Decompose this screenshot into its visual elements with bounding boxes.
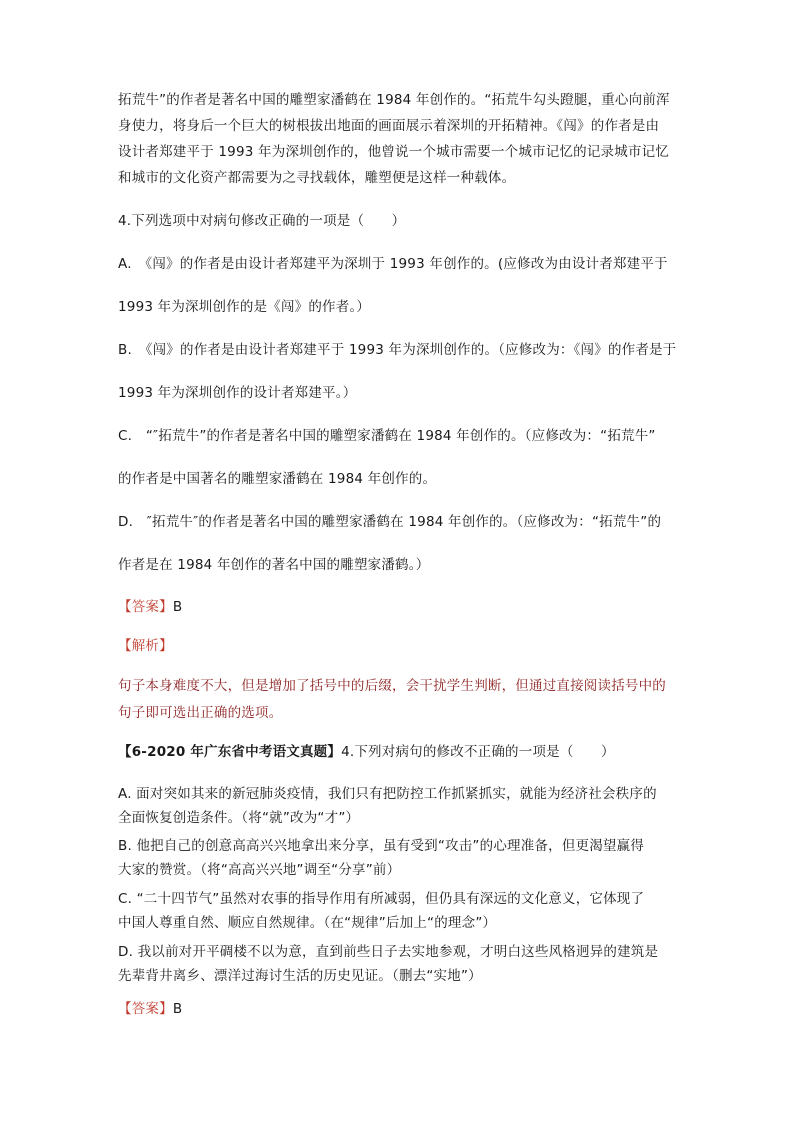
q4-option-c-line-2: 的作者是中国著名的雕塑家潘鹤在 1984 年创作的。 [118, 471, 437, 487]
analysis-label: 【解析】 [118, 638, 173, 654]
q4-stem: 4.下列选项中对病句修改正确的一项是（ ） [118, 213, 406, 229]
q6-option-d-line-2: 先辈背井离乡、漂洋过海讨生活的历史见证。（删去“实地”） [118, 968, 482, 984]
analysis-line-1: 句子本身难度不大，但是增加了括号中的后缀，会干扰学生判断，但通过直接阅读括号中的 [118, 678, 666, 694]
answer-label-2: 【答案】 [118, 1001, 173, 1017]
q6-option-c-line-1: C. “二十四节气”虽然对农事的指导作用有所减弱，但仍具有深远的文化意义，它体现了 [118, 891, 645, 907]
q4-option-d-line-2: 作者是在 1984 年创作的著名中国的雕塑家潘鹤。） [118, 557, 430, 573]
intro-line-3: 设计者郑建平于 1993 年为深圳创作的，他曾说一个城市需要一个城市记忆的记录城市记忆 [118, 144, 670, 160]
answer-value: B [172, 599, 183, 615]
q6-option-a-line-2: 全面恢复创造条件。（将“就”改为“才”） [118, 810, 360, 826]
analysis-line-2: 句子即可选出正确的选项。 [118, 705, 283, 721]
q4-option-b-line-2: 1993 年为深圳创作的设计者郑建平。） [118, 385, 357, 401]
q4-option-a-line-1: A. 《闯》的作者是由设计者郑建平为深圳于 1993 年创作的。(应修改为由设计者郑建平于 [118, 256, 668, 272]
intro-line-2: 身使力，将身后一个巨大的树根拔出地面的画面展示着深圳的开拓精神。《闯》的作者是由 [118, 118, 660, 134]
answer-label: 【答案】 [118, 599, 173, 615]
q6-heading [118, 740, 615, 760]
answer-value-2: B [172, 1001, 183, 1017]
q6-option-b-line-2: 大家的赞赏。（将“高高兴兴地”调至“分享”前） [118, 862, 401, 878]
intro-line-4: 和城市的文化资产都需要为之寻找载体，雕塑便是这样一种载体。 [118, 170, 516, 186]
q6-option-d-line-1: D. 我以前对开平碉楼不以为意，直到前些日子去实地参观，才明白这些风格迥异的建筑是 [118, 944, 659, 960]
q6-option-a-line-1: A. 面对突如其来的新冠肺炎疫情，我们只有把防控工作抓紧抓实，就能为经济社会秩序的 [118, 786, 657, 802]
source-tag: 【6-2020 年广东省中考语文真题】 [118, 744, 342, 760]
q6-answer [118, 997, 182, 1017]
q6-stem: 4.下列对病句的修改不正确的一项是（ ） [341, 744, 615, 760]
q4-option-a-line-2: 1993 年为深圳创作的是《闯》的作者。） [118, 299, 371, 315]
intro-line-1: 拓荒牛”的作者是著名中国的雕塑家潘鹤在 1984 年创作的。“拓荒牛勾头蹬腿，重心向前浑 [118, 92, 670, 108]
q4-answer [118, 595, 182, 615]
q4-option-b-line-1: B. 《闯》的作者是由设计者郑建平于 1993 年为深圳创作的。（应修改为：《闯》的作者是于 [118, 342, 677, 358]
q4-option-c-line-1: C. “″拓荒牛”的作者是著名中国的雕塑家潘鹤在 1984 年创作的。（应修改为：“拓荒牛” [118, 428, 656, 444]
q4-option-d-line-1: D. ″拓荒牛″的作者是著名中国的雕塑家潘鹤在 1984 年创作的。（应修改为：“拓荒牛”的 [118, 514, 662, 530]
q6-option-b-line-1: B. 他把自己的创意高高兴兴地拿出来分享，虽有受到“攻击”的心理准备，但更渴望赢得 [118, 838, 645, 854]
q6-option-c-line-2: 中国人尊重自然、顺应自然规律。（在“规律”后加上“的理念”） [118, 915, 497, 931]
